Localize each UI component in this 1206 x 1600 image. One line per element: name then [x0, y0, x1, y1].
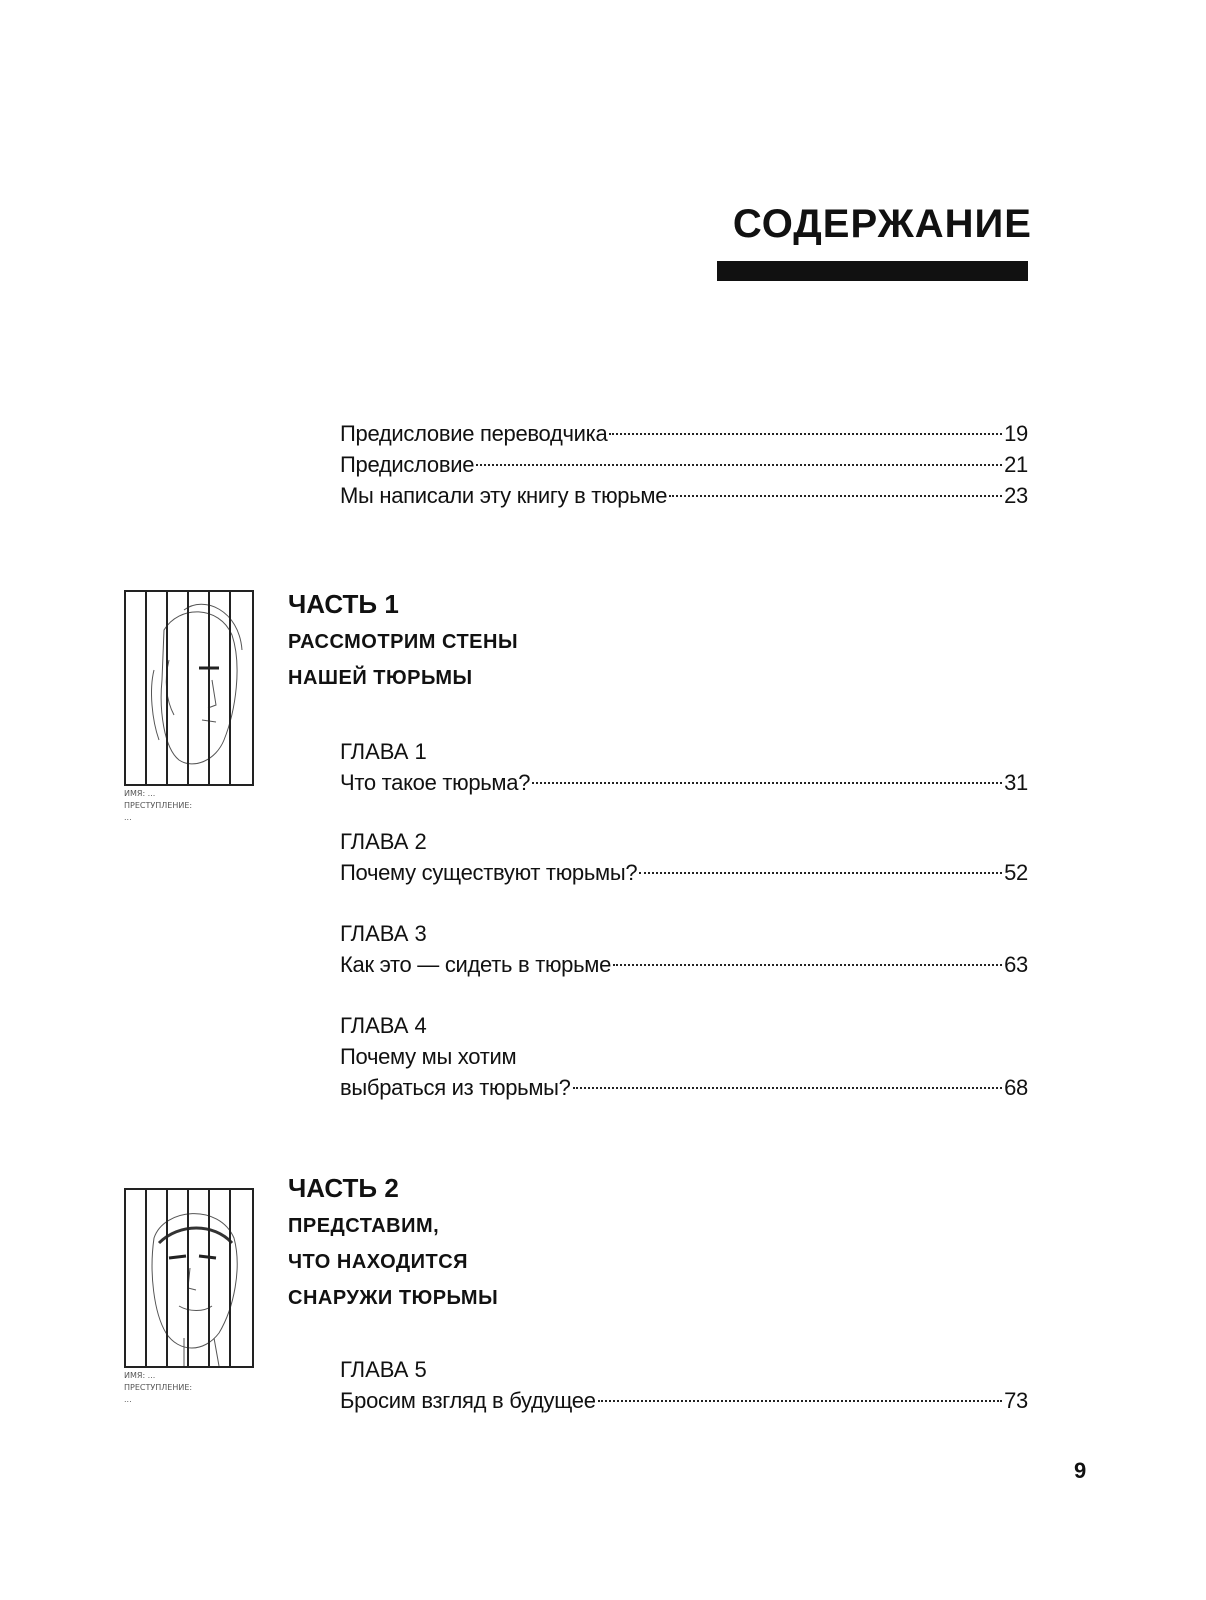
chapter-page: 52 — [1004, 860, 1028, 885]
toc-entry-label: Предисловие — [340, 452, 475, 477]
dot-leader — [598, 1400, 1002, 1402]
chapter-4-entry[interactable] — [340, 1010, 1028, 1103]
part-2-heading — [288, 1168, 498, 1316]
chapter-1-entry[interactable] — [340, 736, 1028, 798]
toc-entry-page: 19 — [1004, 421, 1028, 446]
chapter-heading: ГЛАВА 2 — [340, 829, 427, 854]
chapter-heading: ГЛАВА 5 — [340, 1357, 427, 1382]
chapter-title: Бросим взгляд в будущее — [340, 1388, 596, 1413]
page-number: 9 — [1074, 1458, 1087, 1483]
dot-leader — [476, 464, 1002, 466]
chapter-5-entry[interactable] — [340, 1354, 1028, 1416]
toc-entry-preface[interactable] — [340, 449, 1028, 480]
part-number: ЧАСТЬ 1 — [288, 589, 399, 619]
prisoner-behind-bars-icon — [124, 590, 254, 786]
illustration-caption: ИМЯ: ... ПРЕСТУПЛЕНИЕ: ... — [124, 1371, 193, 1404]
part-number: ЧАСТЬ 2 — [288, 1173, 399, 1203]
toc-entry-label: Мы написали эту книгу в тюрьме — [340, 483, 668, 508]
chapter-title: Как это — сидеть в тюрьме — [340, 952, 612, 977]
dot-leader — [613, 964, 1002, 966]
chapter-page: 73 — [1004, 1388, 1028, 1413]
dot-leader — [639, 872, 1002, 874]
front-matter-list — [340, 418, 1028, 511]
toc-entry-page: 21 — [1004, 452, 1028, 477]
toc-entry-label: Предисловие переводчика — [340, 421, 608, 446]
chapter-2-entry[interactable] — [340, 826, 1028, 888]
chapter-title: Почему мы хотим — [340, 1044, 517, 1069]
chapter-page: 31 — [1004, 770, 1028, 795]
chapter-title: выбраться из тюрьмы? — [340, 1075, 571, 1100]
toc-entry-translator-preface[interactable] — [340, 418, 1028, 449]
dot-leader — [609, 433, 1002, 435]
toc-entry-written-in-prison[interactable] — [340, 480, 1028, 511]
part-title-line: ЧТО НАХОДИТСЯ — [288, 1251, 469, 1273]
part-1-heading — [288, 584, 518, 696]
title-underline-bar — [717, 261, 1028, 281]
chapter-heading: ГЛАВА 3 — [340, 921, 427, 946]
dot-leader — [532, 782, 1002, 784]
toc-entry-page: 23 — [1004, 483, 1028, 508]
prisoner-behind-bars-icon — [124, 1188, 254, 1368]
chapter-title: Почему существуют тюрьмы? — [340, 860, 638, 885]
page-title: СОДЕРЖАНИЕ — [732, 202, 1032, 246]
chapter-heading: ГЛАВА 4 — [340, 1013, 427, 1038]
dot-leader — [573, 1087, 1003, 1089]
chapter-page: 68 — [1004, 1075, 1028, 1100]
chapter-title: Что такое тюрьма? — [340, 770, 531, 795]
part-2-illustration — [124, 1188, 254, 1406]
part-title-line: НАШЕЙ ТЮРЬМЫ — [288, 667, 473, 689]
chapter-3-entry[interactable] — [340, 918, 1028, 980]
chapter-page: 63 — [1004, 952, 1028, 977]
part-title-line: СНАРУЖИ ТЮРЬМЫ — [288, 1287, 499, 1309]
part-title-line: ПРЕДСТАВИМ, — [288, 1215, 440, 1237]
dot-leader — [669, 495, 1002, 497]
part-title-line: РАССМОТРИМ СТЕНЫ — [288, 631, 519, 653]
illustration-caption: ИМЯ: ... ПРЕСТУПЛЕНИЕ: ... — [124, 789, 193, 822]
chapter-heading: ГЛАВА 1 — [340, 739, 427, 764]
part-1-illustration — [124, 590, 254, 824]
